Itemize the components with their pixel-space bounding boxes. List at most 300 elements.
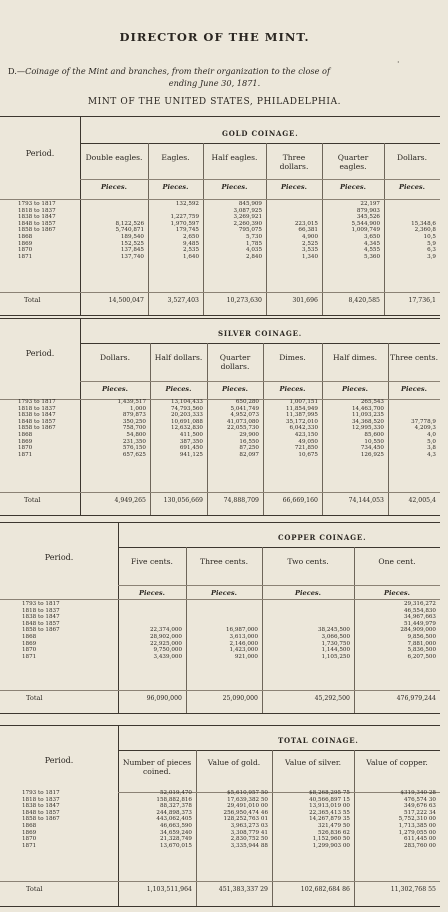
table-cell: $5,610,957 50 bbox=[227, 790, 268, 796]
table-cell: 1,713,385 00 bbox=[398, 822, 436, 829]
period-label: 1848 to 1857 bbox=[22, 809, 60, 816]
column-divider bbox=[322, 343, 323, 515]
total-cell: 25,090,000 bbox=[222, 695, 258, 702]
column-header: Eagles. bbox=[161, 153, 190, 162]
units-label: Pieces. bbox=[295, 589, 321, 597]
period-label: 1870 bbox=[18, 247, 33, 254]
table-cell: 34,659,240 bbox=[159, 829, 192, 836]
table-cell: 4,3 bbox=[427, 451, 436, 458]
table-cell bbox=[268, 208, 318, 215]
mint-title: MINT OF THE UNITED STATES, PHILADELPHIA. bbox=[87, 97, 342, 107]
column-divider bbox=[322, 143, 323, 315]
table-cell: 941,125 bbox=[179, 451, 203, 458]
table-cell: 2,535 bbox=[182, 247, 199, 254]
table-cell: 650,280 bbox=[235, 399, 259, 405]
table-cell: 3,335,944 88 bbox=[230, 842, 268, 849]
table-cell: 46,554,830 bbox=[403, 607, 436, 614]
table-cell bbox=[386, 214, 436, 221]
units-label: Pieces. bbox=[221, 183, 248, 191]
table-cell: 2,650 bbox=[182, 233, 199, 240]
period-row-labels bbox=[22, 601, 60, 660]
page-title: DIRECTOR OF THE MINT. bbox=[119, 30, 310, 44]
column-header: Quarter dollars. bbox=[219, 353, 251, 371]
period-column-divider bbox=[80, 319, 81, 515]
table-cell: 4,209,3 bbox=[414, 425, 436, 432]
value-column bbox=[324, 399, 384, 458]
table-cell: 4,035 bbox=[245, 247, 262, 254]
period-label: 1858 to 1867 bbox=[22, 627, 60, 634]
table-cell: 1,000 bbox=[129, 405, 146, 412]
total-section-title: TOTAL COINAGE. bbox=[278, 736, 359, 745]
table-cell: 223,015 bbox=[294, 220, 318, 227]
copper-coinage-table bbox=[0, 522, 440, 714]
period-label: 1868 bbox=[22, 633, 37, 640]
table-cell: 879,903 bbox=[356, 207, 380, 214]
period-label: 1869 bbox=[18, 240, 33, 247]
table-cell: 11,854,949 bbox=[285, 405, 318, 412]
period-label: 1871 bbox=[18, 451, 33, 458]
table-cell bbox=[120, 621, 182, 628]
table-cell: $8,268,295 75 bbox=[309, 790, 350, 796]
table-cell: 158,882,816 bbox=[156, 796, 192, 803]
period-label: 1858 to 1867 bbox=[18, 425, 56, 432]
units-label: Pieces. bbox=[384, 589, 410, 597]
value-column bbox=[120, 790, 192, 849]
margin-mark: · bbox=[397, 58, 400, 67]
table-cell: 5,9 bbox=[427, 240, 436, 247]
table-cell bbox=[82, 214, 144, 221]
column-header: Two cents. bbox=[287, 557, 329, 566]
table-cell: 88,327,378 bbox=[159, 803, 192, 810]
total-cell: 42,005,4 bbox=[408, 497, 436, 504]
table-cell: 4,952,073 bbox=[230, 412, 259, 419]
column-header: Value of copper. bbox=[366, 758, 428, 767]
table-cell: 51,449,979 bbox=[403, 620, 436, 627]
period-header: Period. bbox=[25, 349, 55, 358]
caption-prefix: D.— bbox=[8, 66, 26, 76]
total-cell: 451,383,337 29 bbox=[218, 886, 268, 893]
units-label: Pieces. bbox=[162, 183, 189, 191]
table-cell: 13,104,433 bbox=[170, 399, 203, 405]
table-cell: 387,350 bbox=[179, 438, 203, 445]
table-cell: 256,950,474 46 bbox=[223, 809, 268, 816]
period-label: 1868 bbox=[18, 431, 33, 438]
copper-section-title: COPPER COINAGE. bbox=[278, 533, 367, 542]
table-cell: 476,574 30 bbox=[403, 796, 436, 803]
value-column bbox=[356, 601, 436, 660]
table-cell: 265,543 bbox=[360, 399, 384, 405]
period-label: 1818 to 1837 bbox=[18, 207, 56, 214]
table-cell: 3,613,000 bbox=[229, 633, 258, 640]
period-label: 1858 to 1867 bbox=[22, 816, 60, 823]
table-cell: 6,207,500 bbox=[407, 653, 436, 660]
table-cell: 13,913,019 00 bbox=[309, 803, 350, 810]
column-divider bbox=[263, 343, 264, 515]
period-label: 1793 to 1817 bbox=[22, 601, 60, 607]
table-cell: 38,245,500 bbox=[317, 627, 350, 634]
table-cell bbox=[120, 614, 182, 621]
table-cell: 443,062,405 bbox=[156, 816, 192, 823]
table-cell: 22,365,413 55 bbox=[309, 809, 350, 816]
table-cell: 1,785 bbox=[245, 240, 262, 247]
period-label: 1870 bbox=[22, 836, 37, 843]
table-cell: 10,691,088 bbox=[170, 418, 203, 425]
column-divider bbox=[266, 143, 267, 315]
column-header: Number of pieces coined. bbox=[122, 758, 192, 776]
value-column bbox=[152, 399, 203, 458]
table-cell: 2,260,390 bbox=[233, 220, 262, 227]
period-column-divider bbox=[118, 726, 119, 906]
table-cell: 5,752,310 00 bbox=[398, 816, 436, 823]
table-cell: 5,544,900 bbox=[351, 220, 380, 227]
total-cell: 14,500,047 bbox=[108, 297, 144, 304]
value-column bbox=[356, 790, 436, 849]
table-cell: 29,900 bbox=[239, 431, 259, 438]
table-cell: 34,368,520 bbox=[351, 418, 384, 425]
period-label: 1793 to 1817 bbox=[18, 201, 56, 207]
table-cell: 9,750,000 bbox=[153, 647, 182, 654]
total-cell: 45,292,500 bbox=[314, 695, 350, 702]
column-header: Three cents. bbox=[200, 557, 248, 566]
value-column bbox=[209, 399, 259, 458]
table-cell: 85,600 bbox=[364, 431, 384, 438]
period-label: 1870 bbox=[18, 445, 33, 452]
table-cell: 1,227,759 bbox=[170, 214, 199, 221]
total-cell: 17,736,1 bbox=[408, 297, 436, 304]
table-cell: $319,340 28 bbox=[400, 790, 436, 796]
column-divider bbox=[203, 143, 204, 315]
total-cell: 476,979,244 bbox=[396, 695, 436, 702]
period-label: 1838 to 1847 bbox=[18, 214, 56, 221]
header-rule bbox=[80, 381, 440, 382]
table-cell: 126,925 bbox=[360, 451, 384, 458]
column-divider bbox=[262, 547, 263, 713]
value-column bbox=[82, 399, 146, 458]
table-cell: 1,152,960 50 bbox=[312, 836, 350, 843]
table-cell bbox=[188, 614, 258, 621]
table-cell bbox=[264, 621, 350, 628]
table-cell: 46,663,590 bbox=[159, 822, 192, 829]
column-divider bbox=[196, 750, 197, 906]
table-cell: 66,381 bbox=[298, 227, 318, 234]
value-column bbox=[188, 601, 258, 660]
table-cell: 231,350 bbox=[122, 438, 146, 445]
table-cell: 879,873 bbox=[122, 412, 146, 419]
table-cell: 5,0 bbox=[427, 438, 436, 445]
table-cell: 22,055,730 bbox=[226, 425, 259, 432]
table-cell: 2,840 bbox=[245, 253, 262, 260]
table-cell bbox=[386, 201, 436, 208]
table-cell: 8,122,526 bbox=[115, 220, 144, 227]
caption-line-1: Coinage of the Mint and branches, from their organization to the close of bbox=[25, 66, 331, 76]
table-cell bbox=[390, 412, 436, 419]
column-header: Half eagles. bbox=[211, 153, 258, 162]
period-column-divider bbox=[80, 117, 81, 315]
units-label: Pieces. bbox=[399, 183, 425, 191]
period-label: 1818 to 1837 bbox=[18, 405, 56, 412]
units-label: Pieces. bbox=[222, 385, 248, 393]
total-cell: 96,090,000 bbox=[146, 695, 182, 702]
table-cell: 1,640 bbox=[182, 253, 199, 260]
total-cell: 11,302,768 55 bbox=[390, 886, 436, 893]
table-cell bbox=[386, 208, 436, 215]
table-cell: 11,093,235 bbox=[351, 412, 384, 419]
table-cell: 10,675 bbox=[298, 451, 318, 458]
total-cell: 102,682,684 86 bbox=[300, 886, 350, 893]
table-cell: 179,745 bbox=[175, 227, 199, 234]
total-rule bbox=[0, 492, 440, 493]
silver-section-title: SILVER COINAGE. bbox=[218, 329, 302, 338]
gold-coinage-table bbox=[0, 116, 440, 316]
value-column bbox=[390, 399, 436, 458]
table-cell: 1,007,151 bbox=[289, 399, 318, 405]
table-cell: 37,778,9 bbox=[411, 418, 436, 425]
table-cell: 345,526 bbox=[356, 214, 380, 221]
period-label: 1871 bbox=[22, 842, 37, 849]
table-cell: 1,423,000 bbox=[229, 647, 258, 654]
table-cell: 1,439,517 bbox=[117, 399, 146, 405]
table-cell bbox=[150, 208, 199, 215]
table-cell: 657,625 bbox=[122, 451, 146, 458]
value-column bbox=[198, 790, 268, 849]
table-caption bbox=[8, 66, 448, 77]
column-header: Dimes. bbox=[279, 353, 306, 362]
total-label: Total bbox=[26, 885, 43, 893]
column-header: Five cents. bbox=[131, 557, 173, 566]
table-cell: 3,439,000 bbox=[153, 653, 182, 660]
table-cell: 758,700 bbox=[122, 425, 146, 432]
table-cell: 5,041,749 bbox=[230, 405, 259, 412]
column-header: Three cents. bbox=[390, 353, 438, 362]
title-rule bbox=[118, 547, 440, 548]
column-divider bbox=[354, 547, 355, 713]
table-cell: 35,172,010 bbox=[285, 418, 318, 425]
table-cell: 17,639,382 50 bbox=[227, 796, 268, 803]
table-cell: 22,374,000 bbox=[149, 627, 182, 634]
value-column bbox=[82, 201, 144, 260]
table-cell bbox=[82, 201, 144, 208]
table-cell: 54,800 bbox=[126, 431, 146, 438]
table-cell: 10,5 bbox=[423, 233, 436, 240]
column-header: Half dollars. bbox=[154, 353, 203, 362]
period-label: 1871 bbox=[18, 253, 33, 260]
units-rule bbox=[0, 199, 440, 200]
table-cell: 349,676 63 bbox=[403, 803, 436, 810]
period-header: Period. bbox=[25, 149, 55, 158]
units-label: Pieces. bbox=[211, 589, 237, 597]
table-cell: 137,740 bbox=[120, 253, 144, 260]
table-cell: 7,881,000 bbox=[407, 640, 436, 647]
table-cell: 2,830,752 50 bbox=[230, 836, 268, 843]
total-cell: 74,888,709 bbox=[223, 497, 259, 504]
table-cell bbox=[120, 608, 182, 615]
table-cell: 3,535 bbox=[301, 247, 318, 254]
table-cell: 137,845 bbox=[120, 247, 144, 254]
table-cell: 2,525 bbox=[301, 240, 318, 247]
table-cell bbox=[390, 406, 436, 413]
table-cell: 526,836 62 bbox=[317, 829, 350, 836]
table-cell: 21,328,749 bbox=[159, 836, 192, 843]
period-label: 1848 to 1857 bbox=[18, 220, 56, 227]
column-divider bbox=[384, 143, 385, 315]
units-label: Pieces. bbox=[281, 183, 307, 191]
table-cell: 3,9 bbox=[427, 253, 436, 260]
table-cell bbox=[264, 601, 350, 608]
column-header: Value of silver. bbox=[284, 758, 342, 767]
table-cell bbox=[264, 608, 350, 615]
header-rule bbox=[80, 179, 440, 180]
table-cell: 128,252,763 01 bbox=[223, 816, 268, 823]
value-column bbox=[265, 399, 318, 458]
total-rule bbox=[0, 881, 440, 882]
table-cell bbox=[82, 208, 144, 215]
table-cell: 5,740,871 bbox=[115, 227, 144, 234]
table-cell: 3,087,925 bbox=[233, 207, 262, 214]
table-cell: 1,144,500 bbox=[321, 647, 350, 654]
table-cell: 29,491,010 00 bbox=[227, 803, 268, 810]
period-label: 1838 to 1847 bbox=[22, 614, 60, 621]
table-cell: 845,909 bbox=[238, 201, 262, 207]
table-cell: 28,902,000 bbox=[149, 633, 182, 640]
table-cell: 49,050 bbox=[298, 438, 318, 445]
units-label: Pieces. bbox=[139, 589, 165, 597]
table-cell: 11,387,995 bbox=[285, 412, 318, 419]
table-cell: 411,500 bbox=[179, 431, 203, 438]
table-cell: 12,995,330 bbox=[351, 425, 384, 432]
table-cell: 244,898,373 bbox=[156, 809, 192, 816]
units-label: Pieces. bbox=[342, 385, 368, 393]
total-coinage-table bbox=[0, 725, 440, 907]
table-cell: 40,566,897 15 bbox=[309, 796, 350, 803]
period-row-labels bbox=[22, 790, 60, 849]
units-label: Pieces. bbox=[401, 385, 427, 393]
table-cell: 10,550 bbox=[364, 438, 384, 445]
value-column bbox=[268, 201, 318, 260]
period-label: 1793 to 1817 bbox=[18, 399, 56, 405]
period-header: Period. bbox=[44, 553, 74, 562]
column-header: One cent. bbox=[378, 557, 416, 566]
gold-section-title: GOLD COINAGE. bbox=[222, 129, 299, 138]
table-cell: 12,632,830 bbox=[170, 425, 203, 432]
table-cell: 9,856,500 bbox=[407, 633, 436, 640]
table-cell: 87,250 bbox=[239, 445, 259, 452]
table-cell: 15,348,6 bbox=[411, 220, 436, 227]
period-label: 1848 to 1857 bbox=[18, 418, 56, 425]
period-label: 1869 bbox=[22, 829, 37, 836]
column-header: Dollars. bbox=[397, 153, 427, 162]
period-row-labels bbox=[18, 399, 56, 458]
table-cell: 1,105,250 bbox=[321, 653, 350, 660]
value-column bbox=[205, 201, 262, 260]
title-rule bbox=[80, 143, 440, 144]
column-divider bbox=[354, 750, 355, 906]
table-cell: 1,279,055 00 bbox=[398, 829, 436, 836]
table-cell bbox=[268, 214, 318, 221]
table-cell: 1,970,597 bbox=[170, 220, 199, 227]
table-cell: 82,097 bbox=[239, 451, 259, 458]
period-label: 1818 to 1837 bbox=[22, 796, 60, 803]
column-divider bbox=[150, 343, 151, 515]
table-cell: 576,150 bbox=[122, 445, 146, 452]
value-column bbox=[324, 201, 380, 260]
total-label: Total bbox=[24, 296, 41, 304]
period-label: 1818 to 1837 bbox=[22, 607, 60, 614]
table-cell: 5,360 bbox=[363, 253, 380, 260]
period-label: 1869 bbox=[22, 640, 37, 647]
total-cell: 301,696 bbox=[292, 297, 318, 304]
period-row-labels bbox=[18, 201, 56, 260]
table-cell bbox=[188, 608, 258, 615]
total-cell: 8,420,585 bbox=[348, 297, 380, 304]
table-cell: 29,316,272 bbox=[403, 601, 436, 607]
table-cell: 721,850 bbox=[294, 445, 318, 452]
table-cell: 14,267,879 35 bbox=[309, 816, 350, 823]
value-column bbox=[120, 601, 182, 660]
column-divider bbox=[148, 143, 149, 315]
table-cell: 3,8 bbox=[427, 445, 436, 452]
total-cell: 4,949,265 bbox=[114, 497, 146, 504]
table-cell bbox=[120, 601, 182, 608]
period-column-divider bbox=[118, 523, 119, 713]
table-cell: 3,308,779 41 bbox=[230, 829, 268, 836]
column-divider bbox=[186, 547, 187, 713]
value-column bbox=[150, 201, 199, 260]
period-label: 1838 to 1847 bbox=[22, 803, 60, 810]
units-label: Pieces. bbox=[102, 385, 128, 393]
table-cell: 132,592 bbox=[175, 201, 199, 207]
period-label: 1871 bbox=[22, 653, 37, 660]
table-cell: 41,073,080 bbox=[226, 418, 259, 425]
header-rule bbox=[118, 585, 440, 586]
silver-coinage-table bbox=[0, 318, 440, 516]
table-cell: 2,146,000 bbox=[229, 640, 258, 647]
column-header: Three dollars. bbox=[279, 153, 309, 171]
table-cell: 350,250 bbox=[122, 418, 146, 425]
column-header: Quarter eagles. bbox=[337, 153, 369, 171]
period-label: 1870 bbox=[22, 647, 37, 654]
total-label: Total bbox=[26, 694, 43, 702]
table-cell: 611,445 00 bbox=[403, 836, 436, 843]
caption-line-2: ending June 30, 1871. bbox=[168, 78, 261, 88]
total-cell: 3,527,403 bbox=[167, 297, 199, 304]
total-rule bbox=[0, 292, 440, 293]
total-cell: 130,056,669 bbox=[163, 497, 203, 504]
table-cell: 423,150 bbox=[294, 431, 318, 438]
table-cell: 284,909,000 bbox=[400, 627, 436, 634]
column-divider bbox=[207, 343, 208, 515]
table-cell bbox=[268, 201, 318, 208]
table-cell: 5,836,500 bbox=[407, 647, 436, 654]
total-cell: 74,144,053 bbox=[348, 497, 384, 504]
column-header: Double eagles. bbox=[85, 153, 143, 162]
total-rule bbox=[0, 690, 440, 691]
table-cell: 189,540 bbox=[120, 233, 144, 240]
table-cell: 6,3 bbox=[427, 247, 436, 254]
table-cell: 6,042,330 bbox=[289, 425, 318, 432]
units-rule bbox=[0, 599, 440, 600]
table-cell: 52,019,470 bbox=[159, 790, 192, 796]
units-label: Pieces. bbox=[101, 183, 127, 191]
table-cell: 517,222 34 bbox=[403, 809, 436, 816]
table-cell: 4,345 bbox=[363, 240, 380, 247]
table-cell: 1,730,750 bbox=[321, 640, 350, 647]
units-label: Pieces. bbox=[340, 183, 366, 191]
table-cell: 2,360,8 bbox=[414, 227, 436, 234]
table-cell: 22,925,000 bbox=[149, 640, 182, 647]
period-label: 1869 bbox=[18, 438, 33, 445]
table-cell: 14,463,700 bbox=[351, 405, 384, 412]
column-divider bbox=[388, 343, 389, 515]
